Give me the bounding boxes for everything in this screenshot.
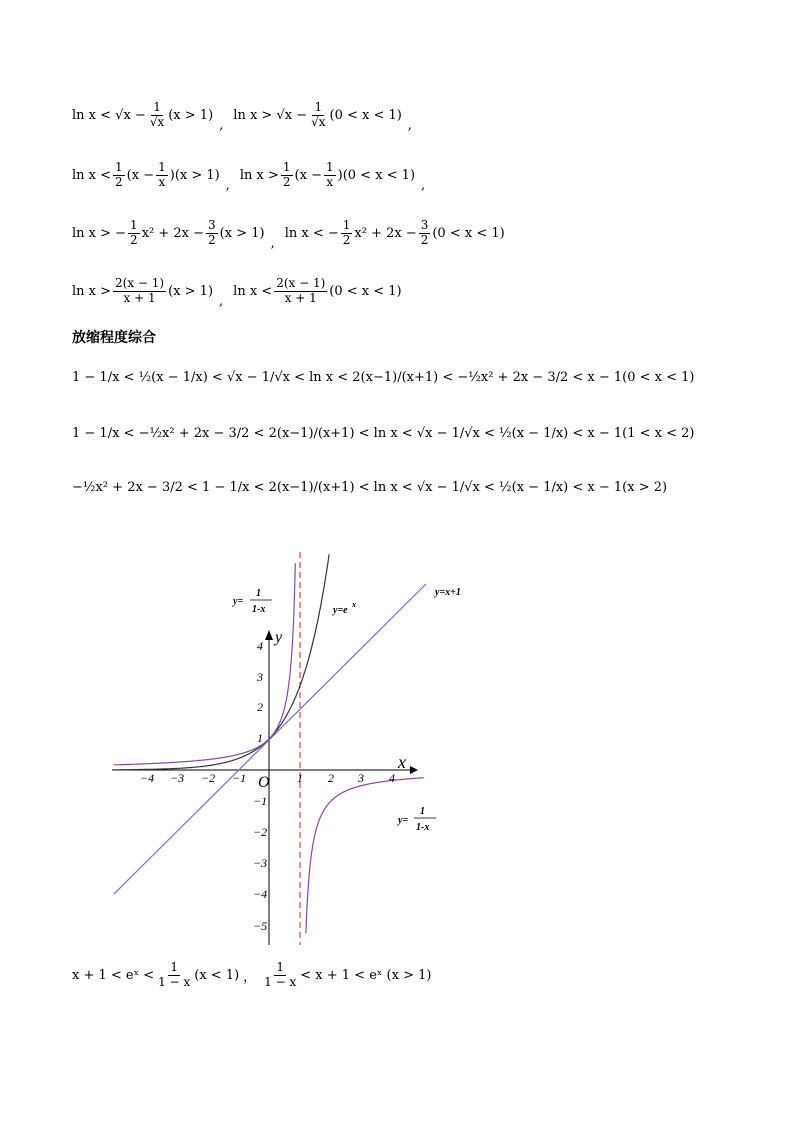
y-tick: 3 — [257, 670, 263, 684]
comma: , — [225, 177, 230, 193]
x-axis-label: x — [398, 752, 406, 772]
comma: , — [421, 177, 426, 193]
x-axis-arrow-icon — [410, 766, 418, 774]
y-axis-arrow-icon — [265, 630, 273, 640]
ineq-cond: (0 < x < 1) — [329, 283, 402, 299]
ineq-cond: (x > 1) — [219, 225, 265, 241]
label-line: y=x+1 — [435, 587, 461, 598]
ineq-lhs: ln x < — [72, 107, 112, 123]
curve-recip-right — [306, 778, 424, 933]
chain-row-3: −½x² + 2x − 3/2 < 1 − 1/x < 2(x−1)/(x+1) < ln x < √x − 1/√x < ½(x − 1/x) < x − 1(x > 2) — [72, 479, 668, 495]
x-tick: −1 — [232, 771, 247, 785]
x-tick: 1 — [297, 771, 303, 785]
ineq-lhs: ln x > — [233, 107, 273, 123]
ineq-lhs: ln x < — [72, 167, 112, 183]
x-tick: −2 — [201, 771, 216, 785]
y-tick: 1 — [257, 731, 263, 745]
comma: , — [219, 293, 224, 309]
fraction: 1 2 — [115, 160, 123, 189]
fraction: 2(x − 1) x + 1 — [115, 276, 165, 305]
bottom-a: x + 1 < eˣ < — [72, 967, 155, 983]
fraction: $\frac{1}{2}$ — [342, 218, 351, 247]
ineq-lhs: ln x > − — [72, 225, 127, 241]
y-tick: −3 — [253, 856, 268, 870]
origin-label: O — [258, 774, 270, 791]
chain-row-1: 1 − 1/x < ½(x − 1/x) < √x − 1/√x < ln x < 2(x−1)/(x+1) < −½x² + 2x − 3/2 < x − 1(0 < x < 1) — [72, 369, 695, 385]
fraction: 1 1 − x — [264, 960, 297, 989]
ineq-cond: )(0 < x < 1) — [337, 167, 416, 183]
fraction: $\frac{3}{2}$ — [420, 218, 429, 247]
ineq-lhs: ln x > — [239, 167, 279, 183]
fraction: $\frac{1}{√x}$ — [149, 100, 165, 129]
y-tick: 2 — [257, 700, 263, 714]
ineq-mid: x² + 2x − — [354, 225, 417, 241]
section-heading: 放缩程度综合 — [72, 330, 156, 346]
curve-exp — [114, 554, 329, 770]
x-tick: 4 — [389, 771, 395, 785]
ineq-lhs: ln x > — [72, 283, 112, 299]
ineq-cond: (0 < x < 1) — [432, 225, 505, 241]
ineq-lhs: ln x < − — [284, 225, 339, 241]
ineq-cond: (0 < x < 1) — [329, 107, 402, 123]
fraction: 1 2 — [282, 160, 291, 189]
ineq-mid: √x − — [276, 107, 308, 123]
label-recip-bottom — [397, 806, 436, 833]
y-tick: −1 — [253, 794, 268, 808]
y-tick: −2 — [253, 825, 268, 839]
fraction: $\frac{3}{2}$ — [208, 218, 216, 247]
fraction: 2(x − 1) x + 1 — [276, 276, 326, 305]
x-tick: −3 — [170, 771, 185, 785]
svg-text:1-x: 1-x — [416, 822, 430, 833]
y-tick: −4 — [253, 887, 268, 901]
svg-text:y=e: y=e — [333, 605, 348, 616]
y-tick: −5 — [253, 919, 268, 933]
ineq-lhs: ln x < — [233, 283, 273, 299]
x-tick: −4 — [140, 771, 155, 785]
svg-text:1: 1 — [420, 806, 425, 817]
chain-row-2: 1 − 1/x < −½x² + 2x − 3/2 < 2(x−1)/(x+1) < ln x < √x − 1/√x < ½(x − 1/x) < x − 1(1 < x < 2) — [72, 425, 695, 441]
bottom-a-cond: (x < 1) — [194, 967, 240, 983]
y-axis-label: y — [275, 629, 283, 646]
y-tick: 4 — [257, 639, 263, 653]
svg-text:1: 1 — [256, 588, 261, 599]
curve-recip-left — [114, 563, 295, 765]
ineq-mid: √x − — [115, 107, 146, 123]
comma: , — [407, 117, 412, 133]
ineq-cond: (x > 1) — [168, 283, 214, 299]
svg-text:x: x — [352, 600, 356, 609]
label-exp — [332, 600, 356, 616]
x-tick: 2 — [328, 771, 334, 785]
svg-text:1-x: 1-x — [252, 604, 266, 615]
fraction: 1 1 − x — [158, 960, 191, 989]
separator: ， — [243, 969, 257, 985]
label-recip-top — [232, 588, 272, 615]
ineq-cond: )(x > 1) — [169, 167, 220, 183]
fraction: $\frac{1}{x}$ — [158, 160, 166, 189]
bottom-inequality — [72, 958, 431, 992]
ineq-cond: (x > 1) — [168, 107, 214, 123]
svg-text:y=: y= — [233, 596, 244, 607]
ineq-mid: (x − — [294, 167, 322, 183]
fraction: $\frac{1}{√x}$ — [311, 100, 326, 129]
comma: , — [270, 235, 275, 251]
fraction: $\frac{1}{x}$ — [325, 160, 334, 189]
line-y-x-plus-1 — [114, 584, 426, 894]
ineq-mid: x² + 2x − — [141, 225, 205, 241]
x-tick: 3 — [358, 771, 364, 785]
bottom-b: < x + 1 < eˣ (x > 1) — [300, 967, 432, 983]
ineq-mid: (x − — [126, 167, 155, 183]
comma: , — [219, 117, 224, 133]
svg-text:y=: y= — [398, 815, 409, 826]
fraction: $\frac{1}{2}$ — [130, 218, 138, 247]
